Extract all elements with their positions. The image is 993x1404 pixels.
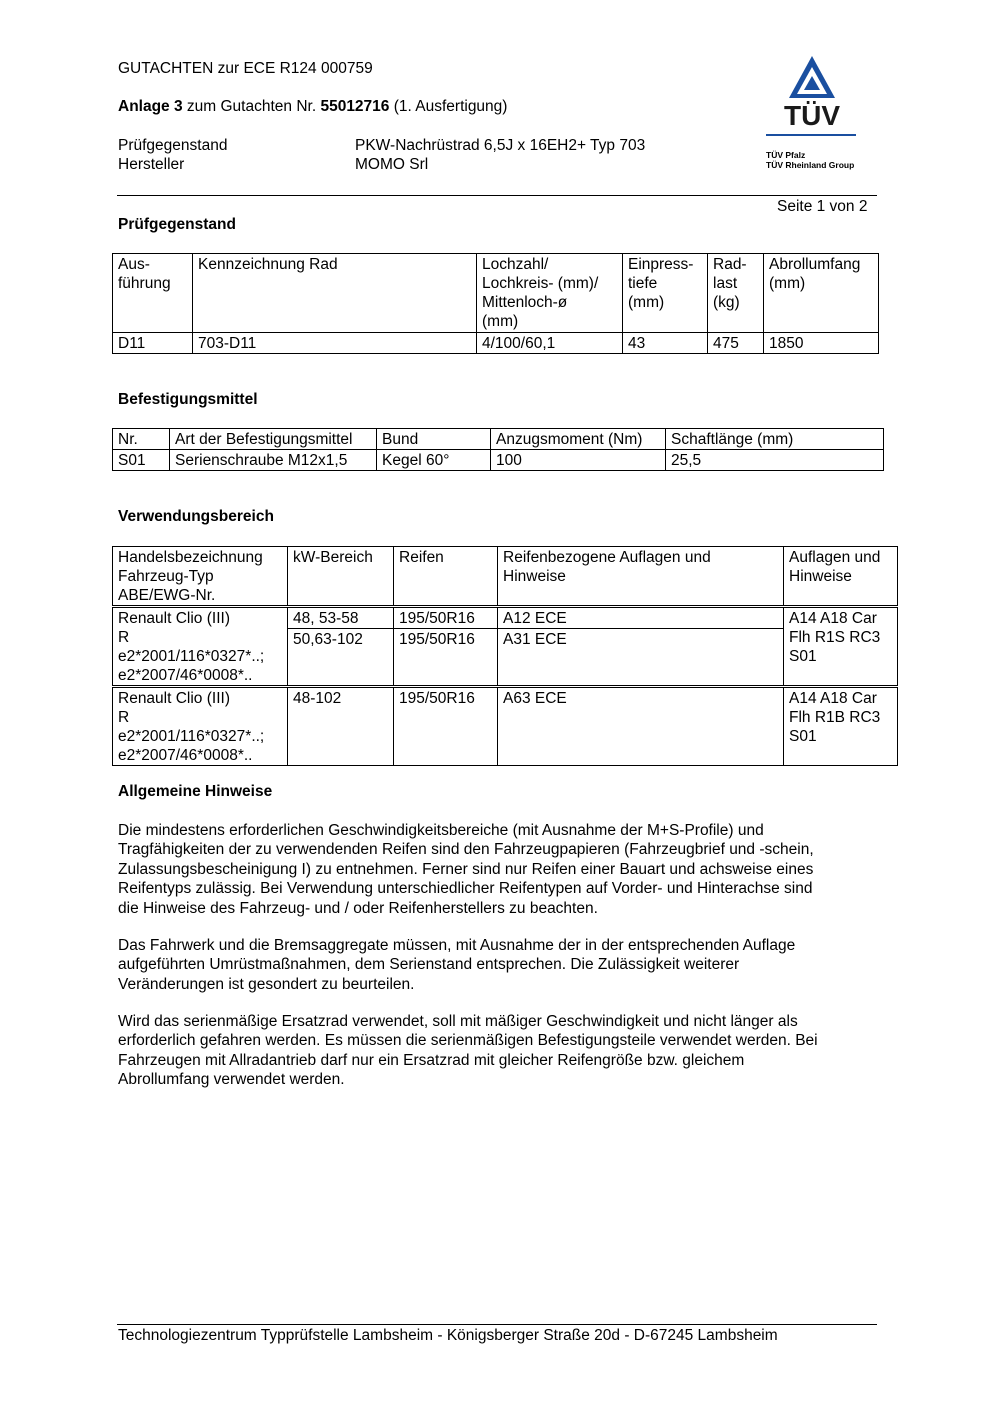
tuv-brand: TÜV	[784, 100, 840, 131]
table-cell: D11	[113, 333, 193, 354]
header-cell: Bund	[377, 429, 491, 450]
pruefgegenstand-value: PKW-Nachrüstrad 6,5J x 16EH2+ Typ 703	[355, 137, 646, 154]
table-cell: 48, 53-58	[288, 607, 394, 629]
table-row	[113, 607, 898, 629]
document-reference: GUTACHTEN zur ECE R124 000759	[118, 60, 373, 77]
tuv-logo	[762, 54, 862, 174]
hersteller-value: MOMO Srl	[355, 156, 429, 173]
page-info: Seite 1 von 2	[777, 198, 868, 215]
paragraph-2: Das Fahrwerk und die Bremsaggregate müssen, mit Ausnahme der in der entsprechenden Auflage aufgeführten Umrüstmaßnahmen, dem Serienstand entsprechen. Die Zulässigkeit weiterer Veränderungen ist gesondert zu beurteilen.	[118, 937, 796, 993]
header-cell: Anzugsmoment (Nm)	[491, 429, 666, 450]
pruefgegenstand-label: Prüfgegenstand	[118, 137, 228, 154]
anlage-label: Anlage 3	[118, 98, 183, 115]
table-header-row	[113, 254, 879, 333]
gutachten-number: 55012716	[320, 98, 390, 115]
vehicle-cell: Renault Clio (III) R e2*2001/116*0327*..; e2*2007/46*0008*..	[113, 607, 288, 687]
table-header-row	[113, 547, 898, 607]
table-cell: 475	[708, 333, 764, 354]
header-cell: Nr.	[113, 429, 170, 450]
header-cell: Auflagen und Hinweise	[784, 547, 898, 607]
header-cell: Art der Befestigungsmittel	[170, 429, 377, 450]
table-cell: 195/50R16	[394, 607, 498, 629]
table-cell: Serienschraube M12x1,5	[170, 450, 377, 471]
auflagen-cell: A14 A18 Car Flh R1S RC3 S01	[784, 607, 898, 687]
table-cell: A12 ECE	[498, 607, 784, 629]
table-cell: 703-D11	[193, 333, 477, 354]
table-cell: 50,63-102	[288, 629, 394, 687]
vehicle-cell: Renault Clio (III) R e2*2001/116*0327*..; e2*2007/46*0008*..	[113, 687, 288, 766]
header-cell: Einpress- tiefe (mm)	[623, 254, 708, 333]
table-cell: 25,5	[666, 450, 884, 471]
header-cell: Abrollumfang (mm)	[764, 254, 879, 333]
table-cell: 100	[491, 450, 666, 471]
anlage-tail: (1. Ausfertigung)	[389, 98, 508, 115]
table-cell: S01	[113, 450, 170, 471]
header-cell: Lochzahl/ Lochkreis- (mm)/ Mittenloch-ø (mm)	[477, 254, 623, 333]
table-cell: 4/100/60,1	[477, 333, 623, 354]
header-cell: Handelsbezeichnung Fahrzeug-Typ ABE/EWG-Nr.	[113, 547, 288, 607]
header-cell: Rad- last (kg)	[708, 254, 764, 333]
section-title-pruefgegenstand: Prüfgegenstand	[118, 216, 236, 233]
header-cell: Aus- führung	[113, 254, 193, 333]
paragraph-3: Wird das serienmäßige Ersatzrad verwendet, soll mit mäßiger Geschwindigkeit und nicht länger als erforderlich gefahren werden. Es müssen die serienmäßigen Befestigungsteile verwendet werden. Bei Fahrzeugen mit Allradantrieb darf nur ein Ersatzrad mit gleicher Reifengröße bzw. gleichem Abrollumfang verwendet werden.	[118, 1013, 818, 1089]
tuv-line1: TÜV Pfalz	[766, 150, 806, 160]
table-cell: Kegel 60°	[377, 450, 491, 471]
header-cell: Kennzeichnung Rad	[193, 254, 477, 333]
table-cell: 195/50R16	[394, 629, 498, 687]
section-title-hinweise: Allgemeine Hinweise	[118, 783, 273, 800]
table-cell: A63 ECE	[498, 687, 784, 766]
table-cell: 43	[623, 333, 708, 354]
usage-table	[112, 546, 898, 766]
header-cell: kW-Bereich	[288, 547, 394, 607]
fastener-table	[112, 428, 884, 471]
table-row	[113, 687, 898, 766]
wheel-table	[112, 253, 879, 354]
footer-address: Technologiezentrum Typprüfstelle Lambsheim - Königsberger Straße 20d - D-67245 Lambsheim	[118, 1327, 778, 1344]
hersteller-label: Hersteller	[118, 156, 185, 173]
paragraph-1: Die mindestens erforderlichen Geschwindigkeitsbereiche (mit Ausnahme der M+S-Profile) und Tragfähigkeiten der zu verwendenden Reifen sind den Fahrzeugpapieren (Fahrzeugbrief und -schein, Zulassungsbescheinigung I) zu entnehmen. Ferner sind nur Reifen einer Bauart und achsweise eines Reifentyps zulässig. Bei Verwendung unterschiedlicher Reifentypen auf Vorder- und Hinterachse sind die Hinweise des Fahrzeug- und / oder Reifenherstellers zu beachten.	[118, 822, 814, 917]
table-row	[113, 450, 884, 471]
table-row	[113, 333, 879, 354]
footer-divider	[117, 1324, 877, 1325]
tuv-line2: TÜV Rheinland Group	[766, 160, 855, 170]
table-cell: 195/50R16	[394, 687, 498, 766]
table-header-row	[113, 429, 884, 450]
table-cell: A31 ECE	[498, 629, 784, 687]
table-cell: 48-102	[288, 687, 394, 766]
header-cell: Reifenbezogene Auflagen und Hinweise	[498, 547, 784, 607]
table-cell: 1850	[764, 333, 879, 354]
header-divider	[117, 195, 877, 196]
auflagen-cell: A14 A18 Car Flh R1B RC3 S01	[784, 687, 898, 766]
anlage-line	[118, 97, 507, 116]
section-title-verwendungsbereich: Verwendungsbereich	[118, 508, 274, 525]
header-cell: Reifen	[394, 547, 498, 607]
header-cell: Schaftlänge (mm)	[666, 429, 884, 450]
section-title-befestigungsmittel: Befestigungsmittel	[118, 391, 258, 408]
anlage-mid: zum Gutachten Nr.	[182, 98, 321, 115]
